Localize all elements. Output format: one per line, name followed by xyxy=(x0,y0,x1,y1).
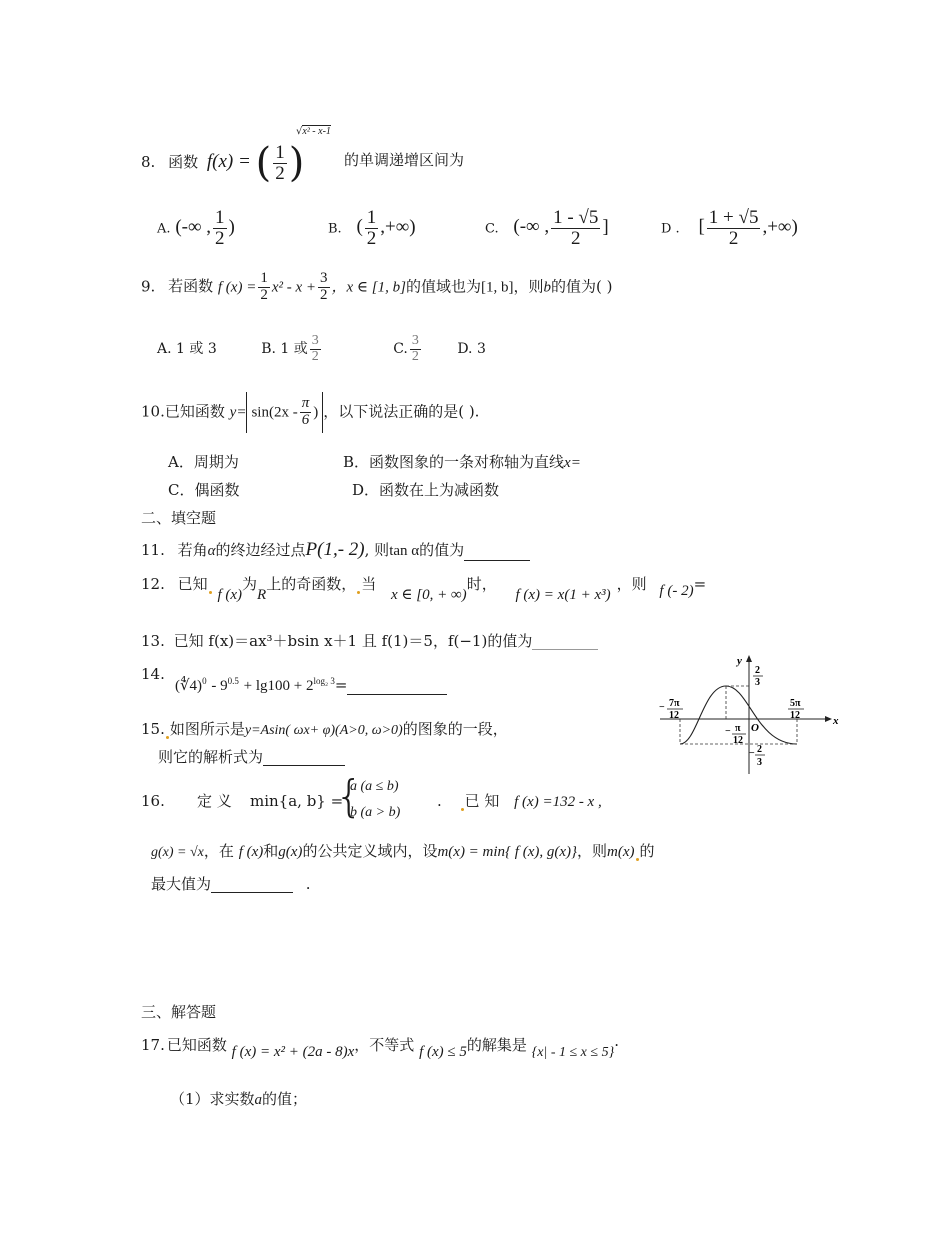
q16-case2: b (a > b) xyxy=(350,805,401,820)
q9-option-b: B. 1 或 $\frac{3}{2}$ xyxy=(261,333,319,364)
q11-stem: 11. 若角α的终边经过点P(1,- 2), 则tan α的值为 xyxy=(141,539,530,561)
section-answer-title: 三、解答题 xyxy=(141,1003,217,1021)
mid-sign: − xyxy=(725,726,731,737)
q17-sub1: （1）求实数a的值； xyxy=(170,1090,308,1108)
q8-option-d: D . [ $\frac{1 + √5}{2}$ ,+∞) xyxy=(661,207,798,249)
origin-label: O xyxy=(751,722,759,734)
q17-stem: 17. 已知函数 f (x) = x² + (2a - 8)x，不等式 f (x) ≤ 5的解集是 {x| - 1 ≤ x ≤ 5}· xyxy=(141,1036,619,1060)
q15-answer-blank[interactable] xyxy=(263,764,345,766)
bot-sign: − xyxy=(749,748,755,759)
q9-option-c: C. $\frac{3}{2}$ xyxy=(393,333,419,364)
q16-case1: a (a ≤ b) xyxy=(350,779,399,794)
bot-den: 3 xyxy=(757,757,762,768)
q8-exponent: √x² - x-1 xyxy=(296,126,331,137)
left-den: 12 xyxy=(669,710,679,721)
q8-option-a: A. (-∞ , $\frac{1}{2}$ ) xyxy=(157,207,235,249)
y-axis-label: y xyxy=(737,655,742,667)
q10-stem: 10.已知函数 y= sin(2x - $\frac{\pi}{6}$ ) ，以下说法正确的是( ). xyxy=(141,392,479,433)
left-sign: − xyxy=(659,702,665,713)
mid-num: π xyxy=(735,723,741,734)
x-axis-arrow xyxy=(825,716,832,722)
q16-line3: 最大值为 . xyxy=(151,875,311,893)
q13-answer-blank[interactable] xyxy=(532,648,598,650)
q11-answer-blank[interactable] xyxy=(464,559,530,561)
q8-option-c: C. (-∞ , $\frac{1 - √5}{2}$ ] xyxy=(485,207,609,249)
q8-label: 函数 xyxy=(168,153,199,171)
q8-option-b: B. ( $\frac{1}{2}$ ,+∞) xyxy=(328,207,416,249)
right-den: 12 xyxy=(790,710,800,721)
q9-options xyxy=(157,334,486,364)
top-den: 3 xyxy=(755,677,760,688)
x-axis-label: x xyxy=(833,715,839,727)
q16-number: 16. xyxy=(141,792,165,810)
section-fill-in-title: 二、填空题 xyxy=(141,509,217,527)
right-num: 5π xyxy=(790,698,801,709)
q8-tail: 的单调递增区间为 xyxy=(344,151,465,169)
q10-option-b: B．函数图象的一条对称轴为直线x= xyxy=(343,453,581,471)
q16-brace: { xyxy=(335,771,363,822)
q14-expression: (∜4)$^0$ - $9^{0.5} + \lg 100 + 2^{log_2 3}=$ xyxy=(175,676,447,695)
q12-stem: 12. 已知 f (x)为R上的奇函数， 当 x ∈ [0, + ∞)时， f (x) = x(1 + x³)，则 f (- 2)= xyxy=(141,575,707,603)
q13-stem: 13. 已知 f(x)＝ax³＋bsin x＋1 且 f(1)＝5，f(−1)的值为 xyxy=(141,633,598,650)
q9-stem: 9. 若函数 f (x) = $\frac{1}{2}$ x² - x + $\frac{3}{2}$ ，x ∈ [1, b]的值域也为[1, b]，则b的值为( ) xyxy=(141,270,613,303)
q16-def: 定 义 xyxy=(197,792,232,810)
bot-num: 2 xyxy=(757,744,762,755)
q10-option-a: A．周期为 xyxy=(168,453,239,471)
q10-option-d: D．函数在上为减函数 xyxy=(352,481,500,499)
q8-fx: f(x) = xyxy=(206,151,251,172)
q16-given: . 已 知 f (x) =132 - x , xyxy=(437,792,602,810)
q14-answer-blank[interactable] xyxy=(347,693,447,695)
q9-option-a: A. 1 或 3 xyxy=(157,341,217,358)
q16-line2: g(x) = √x，在 f (x)和g(x)的公共定义域内，设m(x) = min{ f (x), g(x)}，则m(x) 的 xyxy=(151,842,655,860)
q15-stem: 15. 如图所示是y=Asin( ωx+ φ)(A>0, ω>0)的图象的一段， xyxy=(141,720,508,738)
q8-stem: 8. 函数 f(x) = ( $\frac{1}{2}$ ) xyxy=(141,140,305,186)
q16-answer-blank[interactable] xyxy=(211,891,293,893)
q8-number: 8. xyxy=(141,153,156,171)
mid-den: 12 xyxy=(733,735,743,746)
q15-line2: 则它的解析式为 xyxy=(158,749,345,766)
sine-graph xyxy=(655,652,840,777)
q16-min: min{a, b} = xyxy=(250,792,344,810)
q8-base-fraction: $\frac{1}{2}$ xyxy=(275,141,285,184)
q10-option-c: C．偶函数 xyxy=(168,481,240,499)
q14-number: 14. xyxy=(141,665,165,683)
y-axis-arrow xyxy=(746,655,752,662)
left-num: 7π xyxy=(669,698,680,709)
top-num: 2 xyxy=(755,665,760,676)
q9-option-d: D. 3 xyxy=(457,341,486,358)
